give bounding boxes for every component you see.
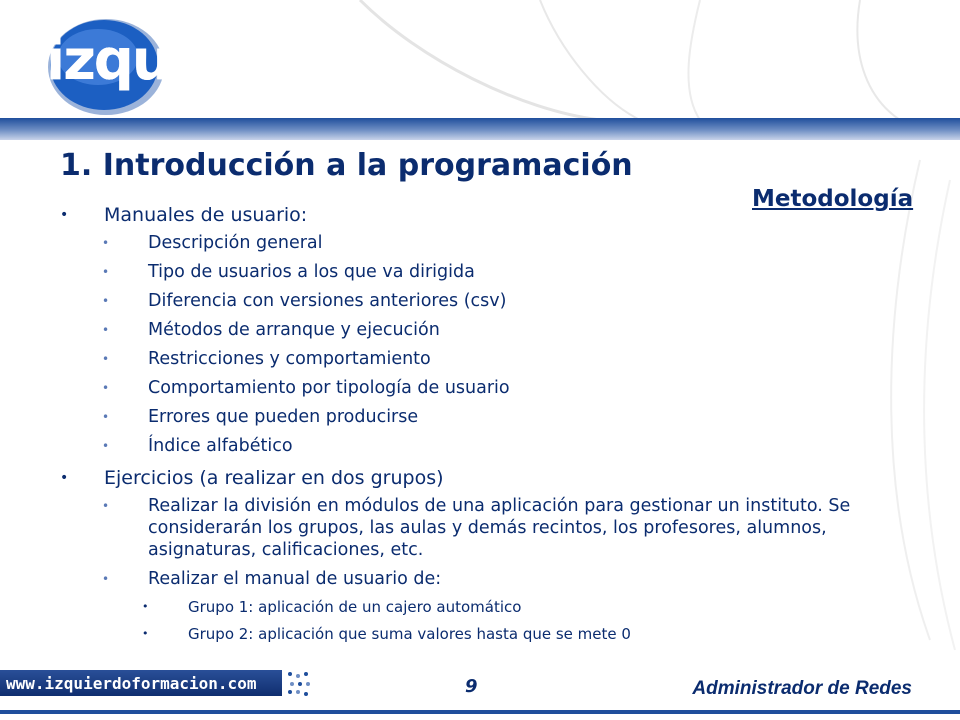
page-number: 9 (465, 676, 478, 697)
list-item: • Ejercicios (a realizar en dos grupos) (60, 467, 444, 489)
bullet-icon: • (102, 499, 110, 513)
bullet-icon: • (102, 572, 110, 586)
list-item: • Realizar el manual de usuario de: (102, 569, 442, 589)
logo-text: izquierdo (46, 28, 324, 93)
list-item: • Manuales de usuario: (60, 204, 308, 226)
bullet-icon: • (60, 207, 69, 223)
bullet-icon: • (142, 627, 149, 640)
list-item: • Diferencia con versiones anteriores (csv) (102, 291, 507, 311)
footer-divider (0, 710, 960, 714)
list-item: • Índice alfabético (102, 436, 293, 456)
bullet-icon: • (60, 470, 69, 486)
bullet-icon: • (102, 236, 110, 250)
slide-content (58, 196, 888, 644)
header-band (0, 118, 960, 140)
list-item: • Comportamiento por tipología de usuario (102, 378, 510, 398)
bullet-icon: • (102, 381, 110, 395)
list-item: • Realizar la división en módulos de una aplicación para gestionar un instituto. Se considerarán los grupos, las aulas y demás recintos, los profesores, alumnos, asignaturas, calificaciones, etc. (102, 496, 851, 560)
list-item: • Tipo de usuarios a los que va dirigida (102, 262, 475, 282)
footer-course-title: Administrador de Redes (692, 678, 912, 699)
bullet-icon: • (142, 600, 149, 613)
footer-url[interactable]: www.izquierdoformacion.com (6, 674, 257, 693)
section-label: Metodología (752, 186, 914, 212)
bullet-icon: • (102, 439, 110, 453)
list-item: • Restricciones y comportamiento (102, 349, 431, 369)
list-item: • Descripción general (102, 233, 323, 253)
list-item: • Errores que pueden producirse (102, 407, 419, 427)
bullet-icon: • (102, 265, 110, 279)
bullet-icon: • (102, 352, 110, 366)
list-item: • Métodos de arranque y ejecución (102, 320, 440, 340)
slide-title: 1. Introducción a la programación (60, 148, 633, 183)
bullet-icon: • (102, 323, 110, 337)
list-item: • Grupo 2: aplicación que suma valores hasta que se mete 0 (142, 625, 631, 643)
list-item: • Grupo 1: aplicación de un cajero automático (142, 598, 522, 616)
dots-decoration-icon (286, 670, 314, 698)
bullet-icon: • (102, 410, 110, 424)
bullet-icon: • (102, 294, 110, 308)
